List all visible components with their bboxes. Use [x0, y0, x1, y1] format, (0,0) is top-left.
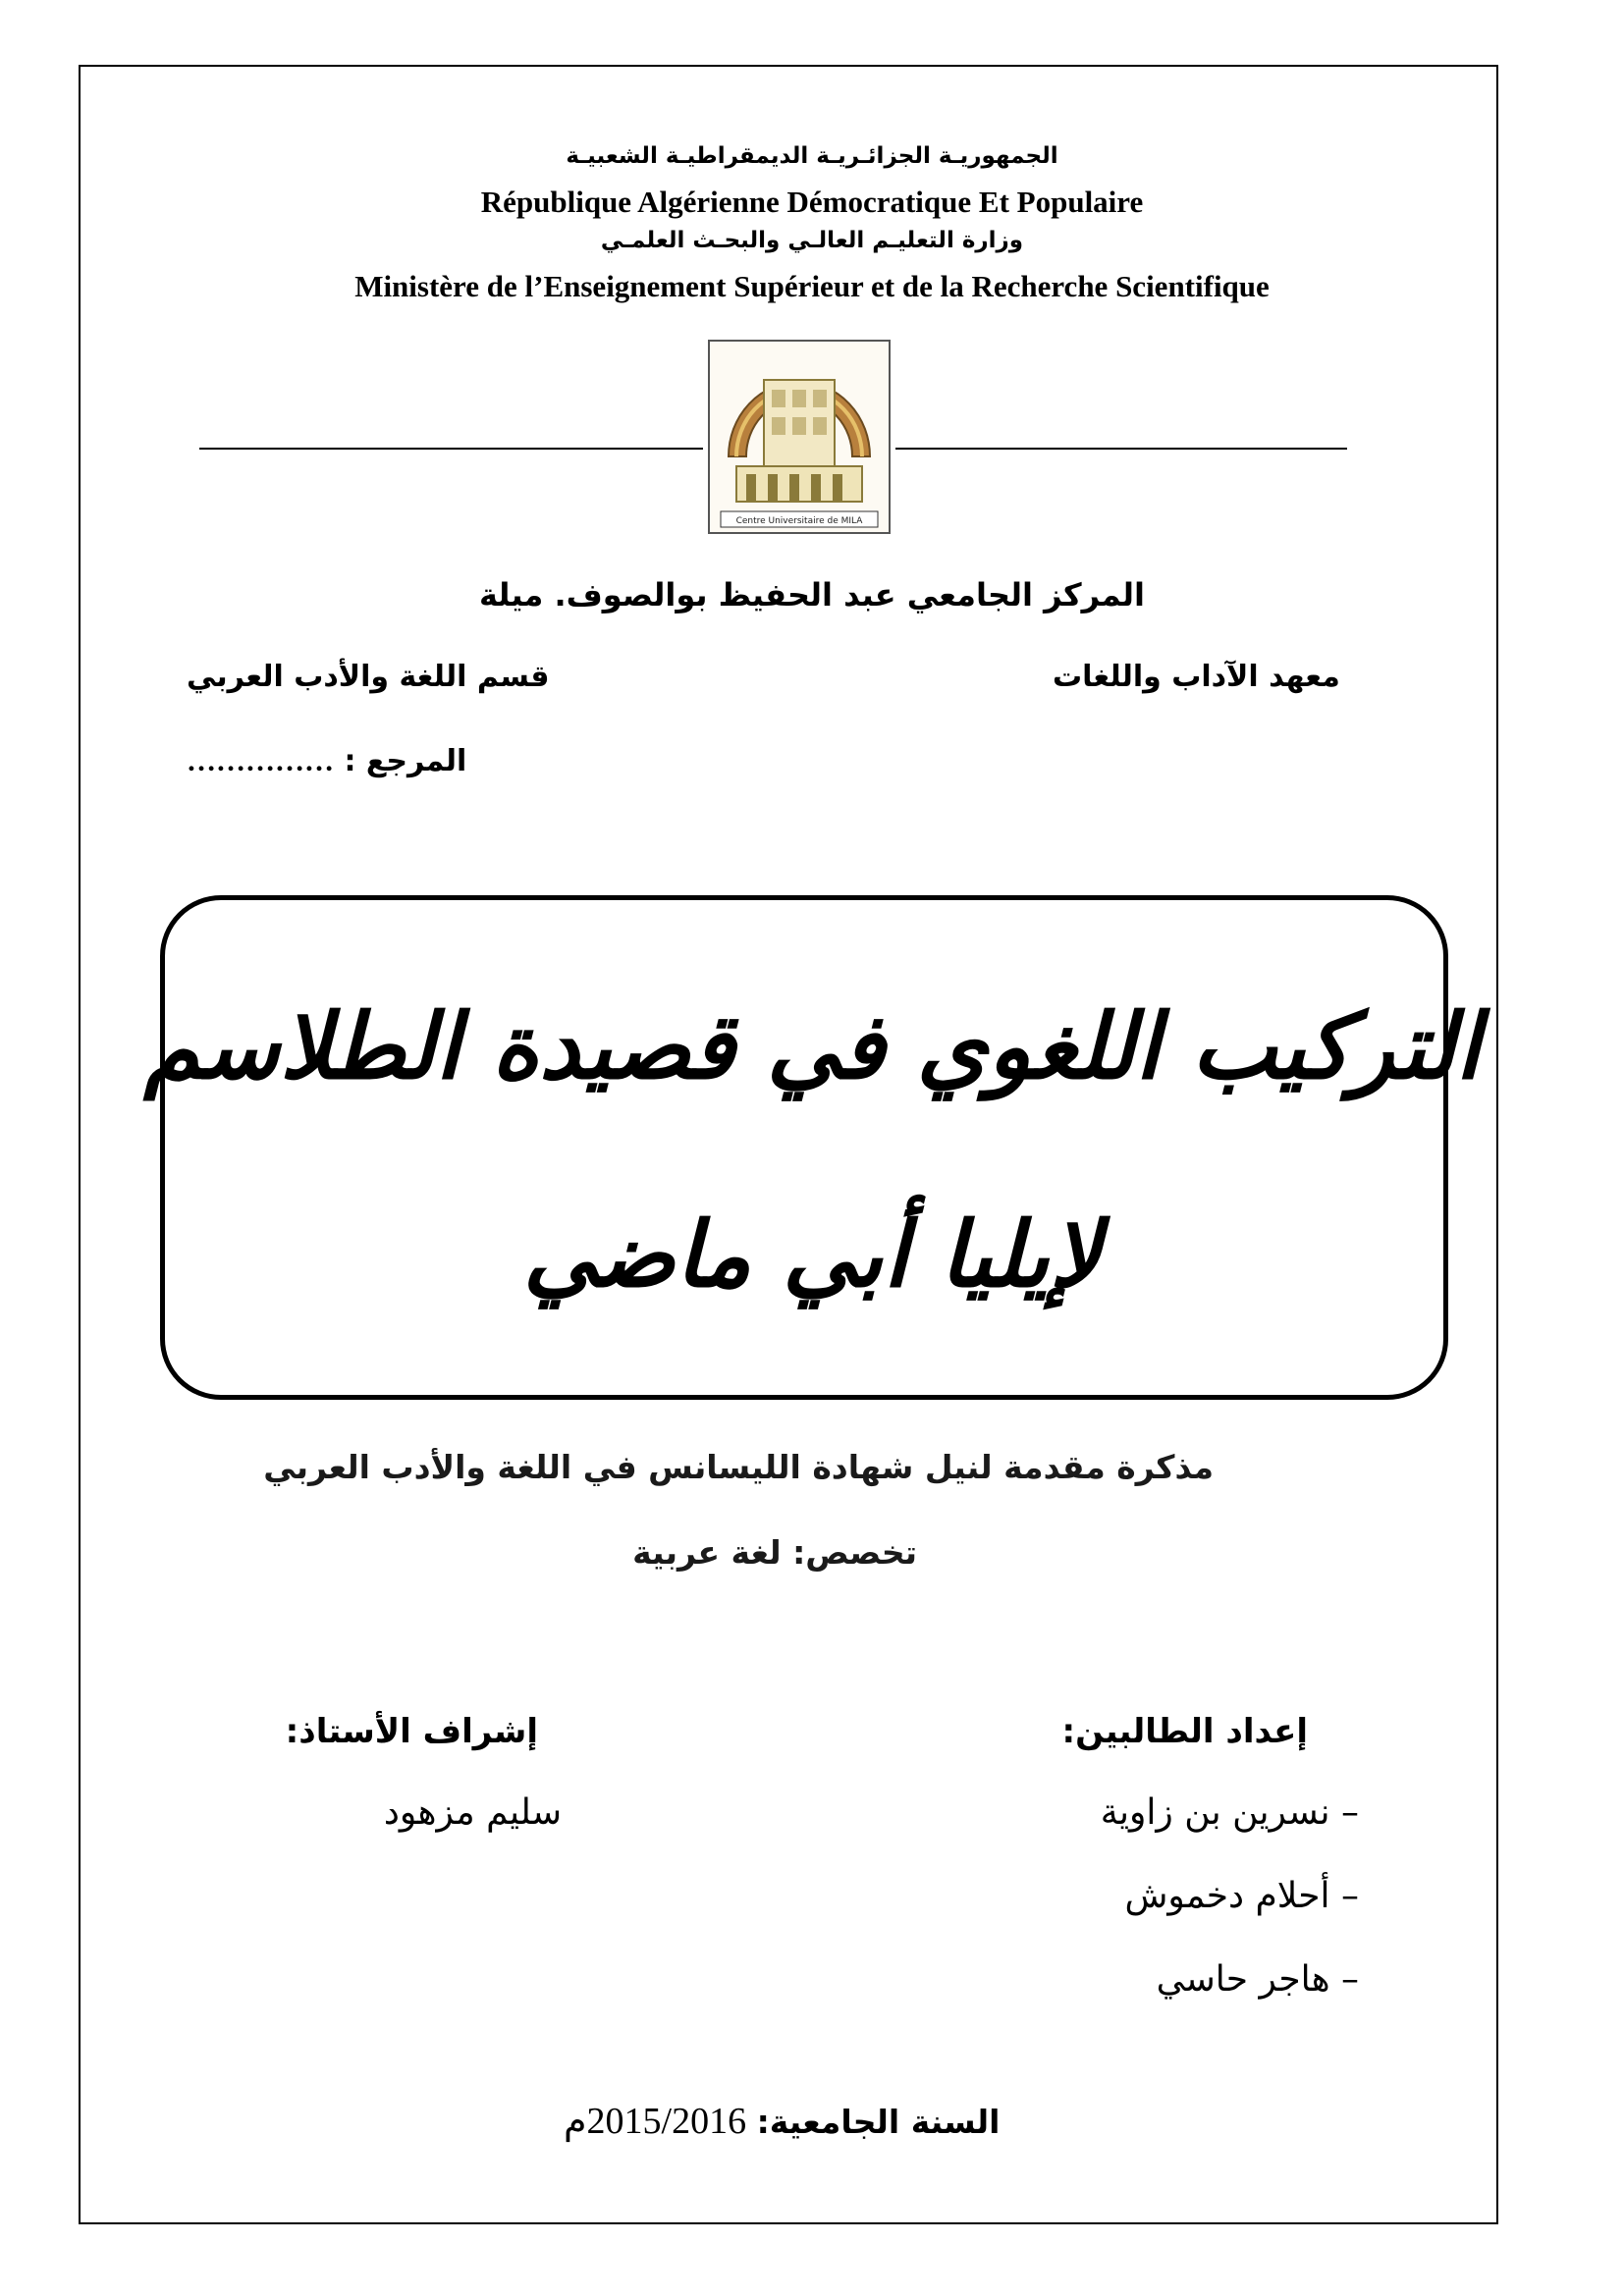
- ar-ministry-header: وزارة التعليـم العالـي والبحـث العلمـي: [600, 228, 1024, 253]
- header-divider-right: [895, 448, 1347, 450]
- reference-line: [187, 744, 466, 778]
- academic-year: [564, 2099, 1000, 2143]
- fr-ministry-header: Ministère de l’Enseignement Supérieur et de la Recherche Scientifique: [354, 269, 1270, 303]
- academic-year-value: 2015/2016م: [564, 2101, 747, 2142]
- university-center: المركز الجامعي عبد الحفيظ بوالصوف. ميلة: [478, 576, 1145, 614]
- student-item: – نسرين بن زاوية: [1100, 1792, 1359, 1833]
- student-item: – هاجر حاسي: [1156, 1959, 1359, 2000]
- header-divider-left: [199, 448, 703, 450]
- thesis-title-line2: لإيليا أبي ماضي: [522, 1201, 1102, 1308]
- prepared-by-label: إعداد الطالبين:: [1061, 1712, 1308, 1751]
- student-name: أحلام دخموش: [1124, 1876, 1330, 1916]
- supervisor-name: سليم مزهود: [383, 1792, 562, 1833]
- thesis-title-box: [160, 895, 1448, 1400]
- academic-year-label: السنة الجامعية:: [756, 2103, 1001, 2141]
- ar-republic-header: الجمهوريـة الجزائـريـة الديمقراطيـة الشعبيـة: [566, 143, 1058, 169]
- student-name: نسرين بن زاوية: [1100, 1792, 1330, 1833]
- thesis-title-line1: التركيب اللغوي في قصيدة الطلاسم: [143, 993, 1481, 1099]
- institute-name: معهد الآداب واللغات: [1053, 660, 1340, 694]
- fr-republic-header: République Algérienne Démocratique Et Populaire: [480, 185, 1144, 219]
- student-item: – أحلام دخموش: [1124, 1876, 1359, 1916]
- degree-statement: مذكرة مقدمة لنيل شهادة الليسانس في اللغة والأدب العربي: [263, 1448, 1214, 1486]
- students-list: [1101, 1792, 1359, 2000]
- student-name: هاجر حاسي: [1156, 1959, 1330, 2000]
- supervision-label: إشراف الأستاذ:: [285, 1712, 538, 1751]
- reference-dots: ……………: [187, 745, 334, 777]
- department-name: قسم اللغة والأدب العربي: [187, 660, 550, 694]
- reference-label: المرجع :: [344, 744, 467, 778]
- specialty: تخصص: لغة عربية: [632, 1533, 917, 1572]
- logo-caption: Centre Universitaire de MILA: [735, 516, 863, 526]
- university-logo: [707, 339, 892, 535]
